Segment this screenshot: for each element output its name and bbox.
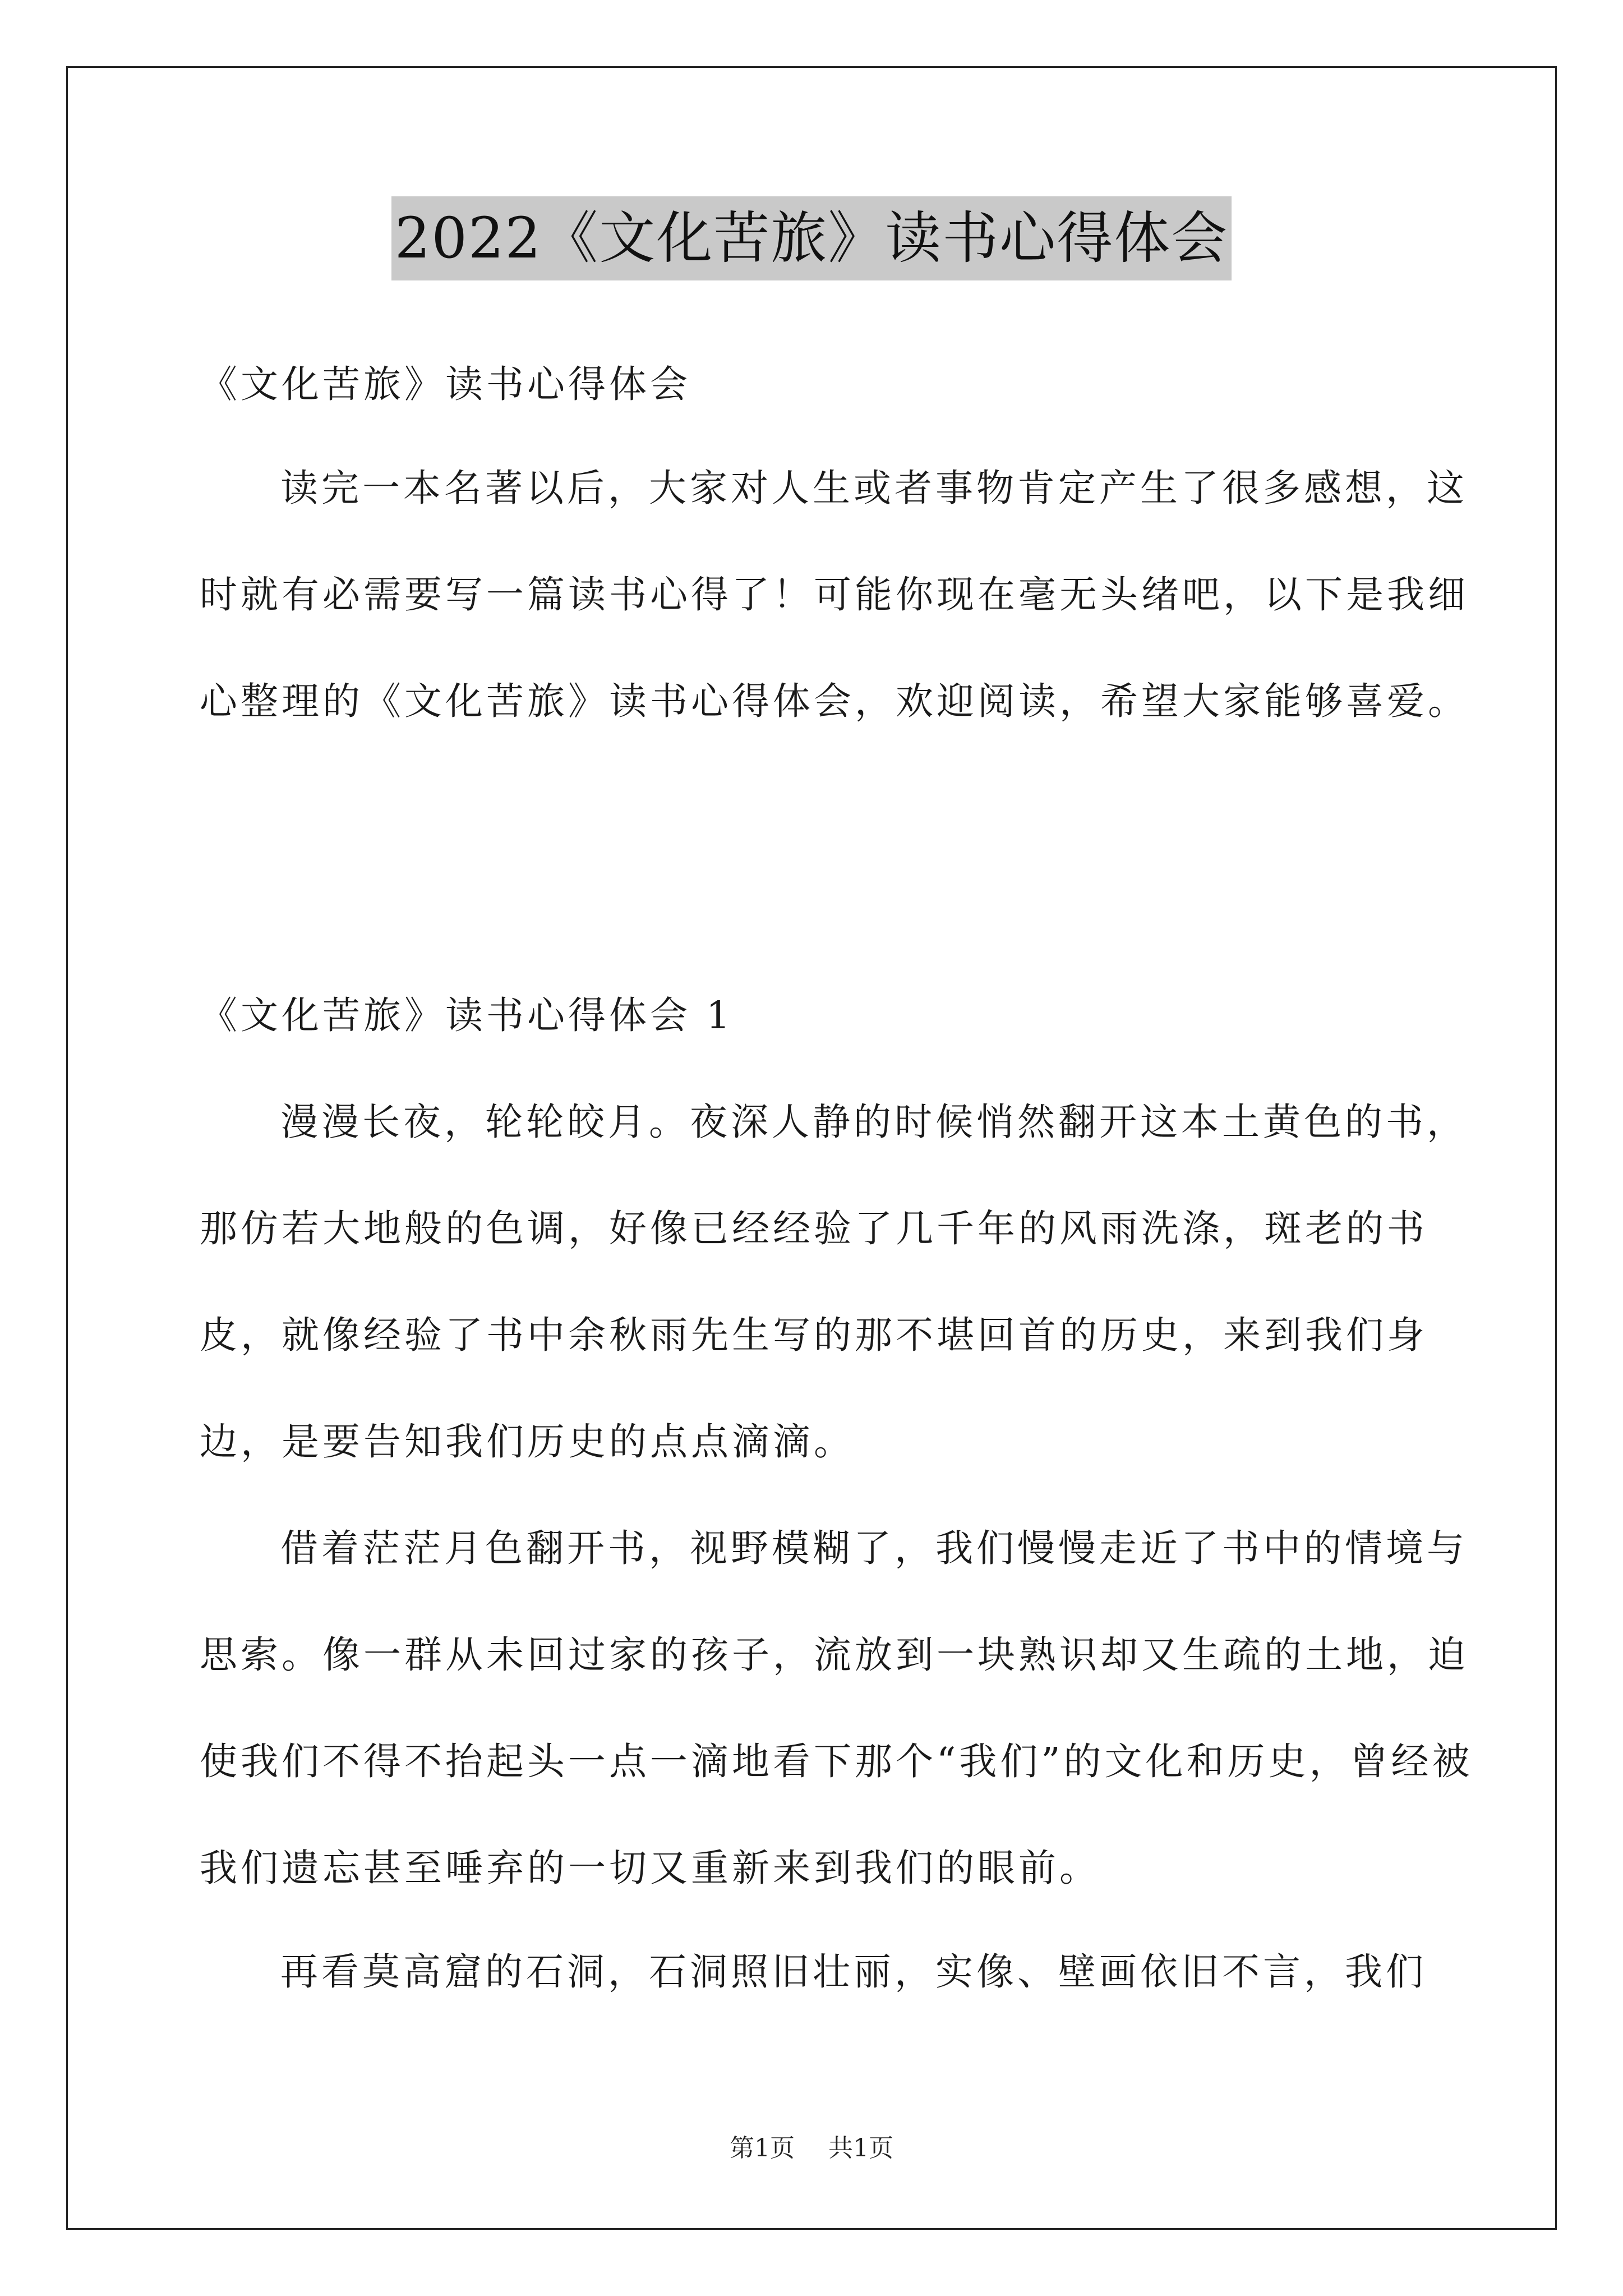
section-heading: 《文化苦旅》读书心得体会 1 bbox=[200, 993, 734, 1037]
intro-paragraph: 读完一本名著以后，大家对人生或者事物肯定产生了很多感想，这时就有必需要写一篇读书心得了！可能你现在毫无头绪吧，以下是我细心整理的《文化苦旅》读书心得体会，欢迎阅读，希望大家能够喜爱。 bbox=[200, 466, 1469, 723]
document-title: 2022《文化苦旅》读书心得体会 bbox=[391, 196, 1232, 280]
page-number: 第1页 bbox=[730, 2134, 795, 2162]
document-subtitle: 《文化苦旅》读书心得体会 bbox=[200, 362, 691, 406]
body-paragraph-3: 再看莫高窟的石洞，石洞照旧壮丽，实像、壁画依旧不言，我们 bbox=[280, 1950, 1427, 1994]
page-total: 共1页 bbox=[828, 2134, 893, 2162]
title-container bbox=[0, 196, 1623, 280]
body-paragraph-2: 借着茫茫月色翻开书，视野模糊了，我们慢慢走近了书中的情境与思索。像一群从未回过家的孩子，流放到一块熟识却又生疏的土地，迫使我们不得不抬起头一点一滴地看下那个“我们”的文化和历史，曾经被我们遗忘甚至唾弃的一切又重新来到我们的眼前。 bbox=[200, 1526, 1473, 1890]
page-footer bbox=[0, 2132, 1623, 2165]
body-paragraph-1: 漫漫长夜，轮轮皎月。夜深人静的时候悄然翻开这本土黄色的书，那仿若大地般的色调，好像已经经验了几千年的风雨洗涤，斑老的书皮，就像经验了书中余秋雨先生写的那不堪回首的历史，来到我们身边，是要告知我们历史的点点滴滴。 bbox=[200, 1100, 1468, 1464]
